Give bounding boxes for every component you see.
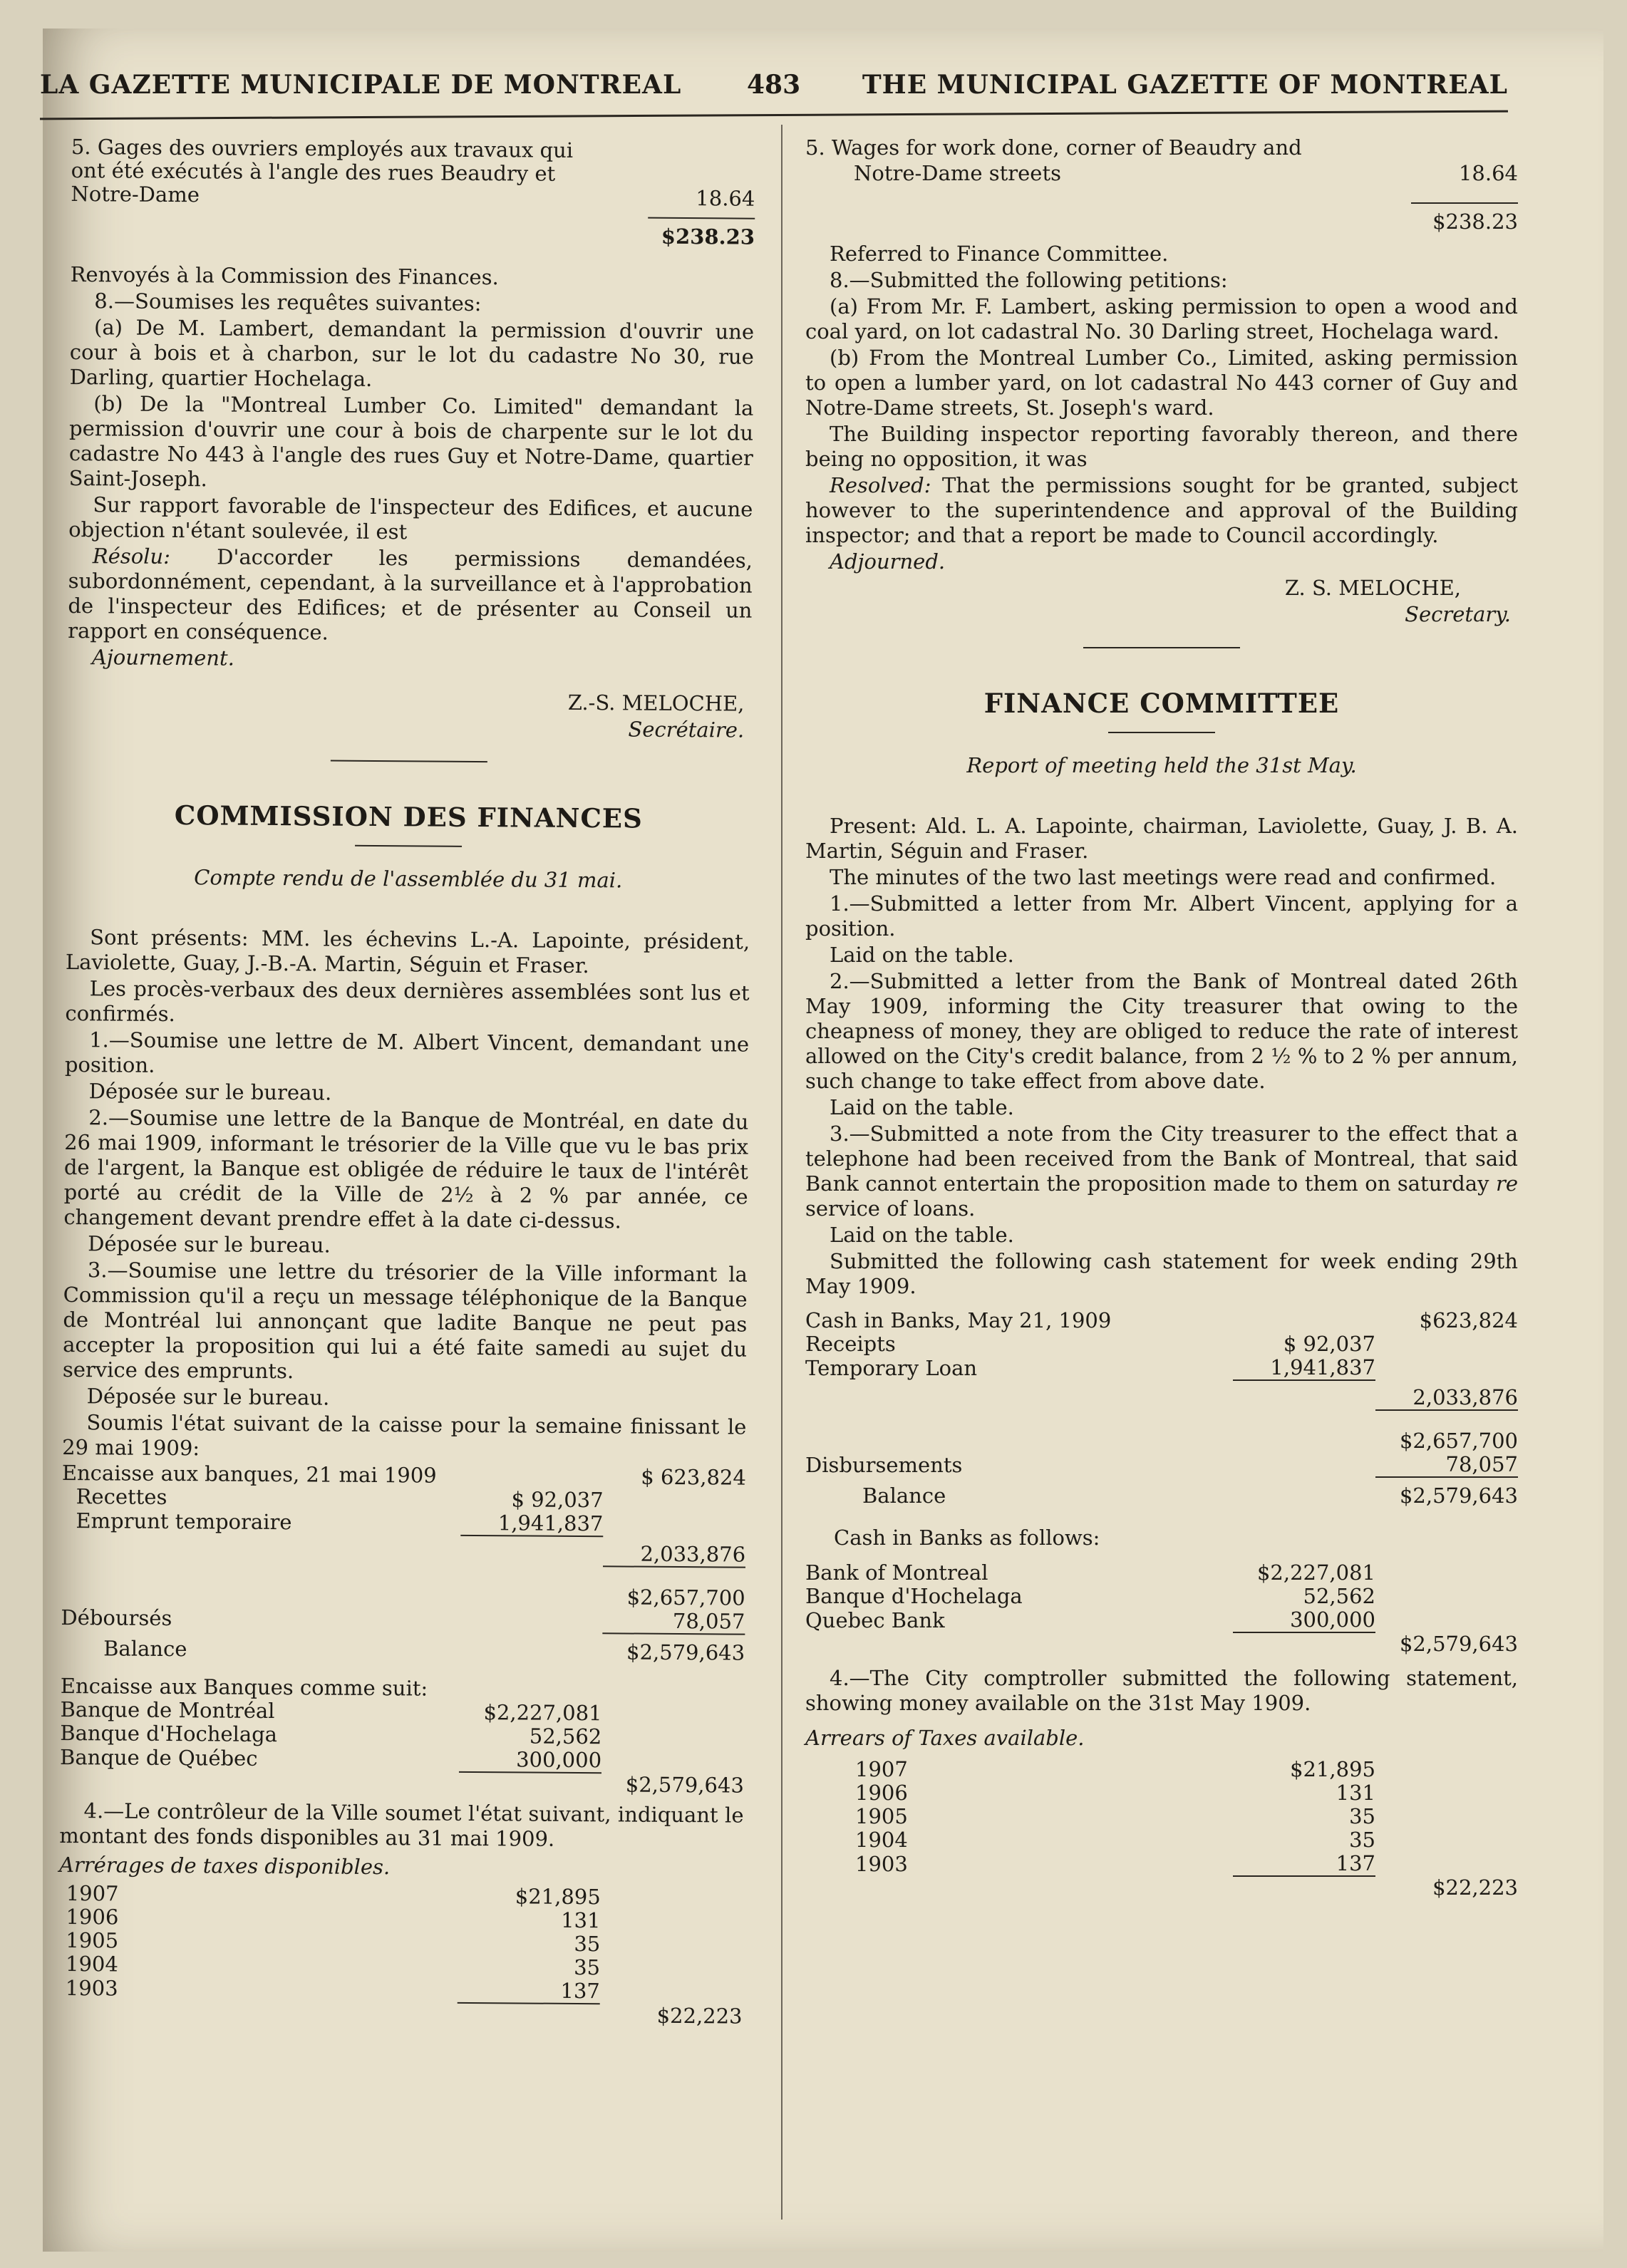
fr-present: Sont présents: MM. les échevins L.-A. Lapointe, président, Laviolette, Guay, J.-B.-A. Martin, Séguin et Fraser. <box>65 925 750 978</box>
fr-loan-amount: 1,941,837 <box>460 1511 603 1536</box>
fr-section-title: COMMISSION DES FINANCES <box>174 799 643 834</box>
en-arrears-row <box>805 1852 1518 1876</box>
fr-bank2-label: Banque d'Hochelaga <box>60 1720 278 1747</box>
en-item1: 1.—Submitted a letter from Mr. Albert Vincent, applying for a position. <box>805 891 1518 941</box>
fr-disb-row <box>61 1605 745 1635</box>
en-section-title: FINANCE COMMITTEE <box>983 688 1340 719</box>
en-receipts-amount: $ 92,037 <box>1283 1332 1375 1356</box>
fr-section-separator <box>331 760 487 763</box>
en-arrears-amount: 131 <box>1336 1781 1375 1805</box>
fr-report: Sur rapport favorable de l'inspecteur des Edifices, et aucune objection n'étant soulevée, il est <box>68 492 753 544</box>
en-arrears-amount: 35 <box>1349 1804 1375 1828</box>
en-loan-row <box>805 1356 1518 1380</box>
en-arrears-row <box>805 1805 1518 1828</box>
fr-balance-amount: $2,579,643 <box>626 1640 745 1665</box>
fr-item5-amount: 18.64 <box>696 186 755 211</box>
column-divider <box>781 125 782 2220</box>
fr-arrears-total: $22,223 <box>656 2003 743 2029</box>
header-french-title: LA GAZETTE MUNICIPALE DE MONTREAL <box>40 70 682 100</box>
en-bank1-label: Bank of Montreal <box>805 1560 988 1585</box>
en-arrears-row <box>805 1781 1518 1805</box>
fr-subtotal-row <box>61 1533 745 1568</box>
en-arrears-year: 1907 <box>855 1757 908 1781</box>
fr-balance-label: Balance <box>103 1636 187 1662</box>
en-subtotal-row <box>805 1380 1518 1410</box>
en-balance-row <box>805 1477 1518 1508</box>
en-arrears-total: $22,223 <box>1432 1875 1518 1900</box>
fr-arrears-title: Arrérages de taxes disponibles. <box>58 1852 391 1880</box>
en-resolution <box>805 473 1518 548</box>
fr-cash-statement <box>60 1461 746 1798</box>
fr-bank3-label: Banque de Québec <box>59 1744 258 1771</box>
fr-banks-total: $2,579,643 <box>625 1772 744 1798</box>
en-banks-total-row <box>805 1632 1518 1656</box>
en-section-separator <box>1083 647 1240 648</box>
en-referred: Referred to Finance Committee. <box>830 242 1169 266</box>
en-balance-amount: $2,579,643 <box>1399 1483 1518 1508</box>
en-item8-b: (b) From the Montreal Lumber Co., Limited, asking permission to open a lumber yard, on lot cadastral No 443 corner of Guy and Notre-Dame streets, St. Joseph's ward. <box>805 346 1518 420</box>
en-title-rule <box>1108 732 1215 733</box>
fr-banks-total-row <box>60 1769 744 1798</box>
en-resolved-label: Resolved: <box>830 473 931 497</box>
fr-item2: 2.—Soumise une lettre de la Banque de Montréal, en date du 26 mai 1909, informant le trésorier de la Ville que vu le bas prix de l'argent, la Banque est obligée de réduire le taux de l'intérêt porté au crédit de la Ville de 2½ à 2 % par année, ce changement devant prendre effet à la date ci-dessus. <box>63 1105 749 1233</box>
en-present: Present: Ald. L. A. Lapointe, chairman, Laviolette, Guay, J. B. A. Martin, Séguin and Fraser. <box>805 814 1518 863</box>
french-column <box>58 135 755 2029</box>
fr-arrears-year: 1906 <box>66 1905 119 1930</box>
en-cash-statement <box>805 1309 1518 1656</box>
fr-statement-intro: Soumis l'état suivant de la caisse pour la semaine finissant le 29 mai 1909: <box>62 1410 747 1461</box>
en-disb-amount: 78,057 <box>1375 1453 1518 1477</box>
fr-section-subtitle: Compte rendu de l'assemblée du 31 mai. <box>194 865 623 893</box>
en-item3-pre: 3.—Submitted a note from the City treasurer to the effect that a telephone had been received from the Bank of Montreal, that said Bank cannot entertain the proposition made to them on saturday <box>805 1122 1518 1196</box>
en-adjourned: Adjourned. <box>830 549 946 574</box>
fr-item1: 1.—Soumise une lettre de M. Albert Vincent, demandant une position. <box>64 1027 750 1077</box>
en-item8-a: (a) From Mr. F. Lambert, asking permission to open a wood and coal yard, on lot cadastral No. 30 Darling street, Hochelaga ward. <box>805 294 1518 343</box>
fr-arrears-amount: 35 <box>574 1931 601 1957</box>
en-sum-row <box>805 1410 1518 1453</box>
en-arrears-table <box>805 1758 1518 1900</box>
fr-disb-amount: 78,057 <box>602 1609 745 1634</box>
fr-deposited3: Déposée sur le bureau. <box>86 1384 330 1410</box>
en-arrears-row <box>805 1828 1518 1852</box>
fr-resolu-label: Résolu: <box>92 544 171 569</box>
fr-item5-text: 5. Gages des ouvriers employés aux travaux qui ont été exécutés à l'angle des rues Beaudry et Notre-Dame <box>71 135 574 207</box>
en-item5-amount: 18.64 <box>1458 161 1518 185</box>
fr-disb-label: Déboursés <box>61 1605 172 1631</box>
en-cash-amount: $623,824 <box>1419 1308 1518 1332</box>
en-total: $238.23 <box>1432 209 1518 234</box>
en-banks-intro-row <box>805 1508 1518 1550</box>
page-number: 483 <box>747 70 801 100</box>
fr-item8-a: (a) De M. Lambert, demandant la permission d'ouvrir une cour à bois et à charbon, sur le lot du cadastre No 30, rue Darling, quartier Hochelaga. <box>69 315 755 391</box>
fr-balance-row <box>61 1630 745 1665</box>
fr-item8-intro: 8.—Soumises les requêtes suivantes: <box>94 289 482 316</box>
en-minutes: The minutes of the two last meetings were read and confirmed. <box>830 865 1497 889</box>
fr-sum-row <box>61 1563 745 1610</box>
en-total-rule <box>1411 202 1518 204</box>
fr-arrears-table <box>58 1882 743 2029</box>
en-arrears-total-row <box>805 1876 1518 1900</box>
en-arrears-year: 1903 <box>855 1852 908 1876</box>
en-laid2: Laid on the table. <box>830 1095 1014 1119</box>
en-receipts-label: Receipts <box>805 1332 896 1356</box>
en-item8-intro: 8.—Submitted the following petitions: <box>830 268 1228 292</box>
en-disb-row <box>805 1453 1518 1477</box>
fr-resolution <box>68 544 753 648</box>
en-cash-label: Cash in Banks, May 21, 1909 <box>805 1308 1112 1332</box>
page-header <box>40 43 1522 107</box>
en-signature-name: Z. S. MELOCHE, <box>1284 576 1461 600</box>
fr-title-rule <box>355 845 462 847</box>
en-bank3-amount: 300,000 <box>1233 1608 1375 1632</box>
fr-bank2-amount: 52,562 <box>529 1724 602 1749</box>
en-bank2-label: Banque d'Hochelaga <box>805 1584 1023 1608</box>
en-item2: 2.—Submitted a letter from the Bank of Montreal dated 26th May 1909, informing the City treasurer that owing to the cheapness of money, they are obliged to reduce the rate of interest allowed on the City's credit balance, from 2 ½ % to 2 % per annum, such change to take effect from above date. <box>805 969 1518 1093</box>
en-arrears-title: Arrears of Taxes available. <box>805 1726 1085 1750</box>
fr-adjourned: Ajournement. <box>91 645 234 670</box>
fr-cash-amount: $ 623,824 <box>641 1464 746 1490</box>
fr-cash-label: Encaisse aux banques, 21 mai 1909 <box>61 1460 437 1488</box>
en-arrears-row <box>805 1758 1518 1781</box>
fr-loan-row <box>61 1508 745 1538</box>
en-arrears-year: 1905 <box>855 1804 908 1828</box>
en-item3 <box>805 1122 1518 1221</box>
fr-arrears-total-row <box>58 2000 742 2029</box>
en-disb-label: Disbursements <box>805 1453 963 1477</box>
en-arrears-year: 1904 <box>855 1828 908 1852</box>
fr-arrears-amount: 131 <box>561 1907 601 1933</box>
fr-arrears-year: 1904 <box>65 1952 119 1977</box>
en-bank3-row <box>805 1608 1518 1632</box>
fr-arrears-amount: 137 <box>458 1979 600 2004</box>
en-banks-total: $2,579,643 <box>1399 1632 1518 1656</box>
en-bank2-amount: 52,562 <box>1303 1584 1375 1608</box>
fr-bank3-amount: 300,000 <box>459 1748 601 1773</box>
en-sum: $2,657,700 <box>1399 1429 1518 1453</box>
en-section-subtitle: Report of meeting held the 31st May. <box>966 753 1357 777</box>
en-banks-intro: Cash in Banks as follows: <box>834 1526 1100 1550</box>
en-receipts-row <box>805 1332 1518 1356</box>
fr-item5 <box>71 135 755 211</box>
en-item5-line2: Notre-Dame streets <box>854 161 1061 185</box>
fr-sum: $2,657,700 <box>626 1585 745 1610</box>
fr-arrears-amount: $21,895 <box>515 1884 601 1910</box>
en-item5-line1: 5. Wages for work done, corner of Beaudry and <box>805 135 1302 160</box>
fr-loan-label: Emprunt temporaire <box>76 1508 292 1535</box>
fr-deposited1: Déposée sur le bureau. <box>88 1079 332 1105</box>
en-bank2-row <box>805 1585 1518 1608</box>
en-statement-intro: Submitted the following cash statement for week ending 29th May 1909. <box>805 1249 1518 1298</box>
fr-subtotal: 2,033,876 <box>603 1536 745 1567</box>
en-item3-post: service of loans. <box>805 1196 976 1221</box>
en-report: The Building inspector reporting favorably thereon, and there being no opposition, it was <box>805 422 1518 471</box>
fr-signature-title: Secrétaire. <box>628 717 745 742</box>
fr-referred: Renvoyés à la Commission des Finances. <box>70 262 499 290</box>
en-laid1: Laid on the table. <box>830 943 1014 967</box>
fr-arrears-amount: 35 <box>574 1954 601 1980</box>
en-arrears-amount: 35 <box>1349 1828 1375 1852</box>
en-cash-row <box>805 1309 1518 1332</box>
en-arrears-year: 1906 <box>855 1781 908 1805</box>
fr-receipts-amount: $ 92,037 <box>511 1487 604 1513</box>
fr-signature-name: Z.-S. MELOCHE, <box>567 690 745 716</box>
en-arrears-amount: 137 <box>1233 1852 1375 1876</box>
fr-banks-intro: Encaisse aux Banques comme suit: <box>60 1673 428 1701</box>
en-bank1-row <box>805 1550 1518 1585</box>
fr-bank1-amount: $2,227,081 <box>483 1700 602 1726</box>
en-item5 <box>805 162 1518 185</box>
en-item4: 4.—The City comptroller submitted the following statement, showing money available on the 31st May 1909. <box>805 1666 1518 1715</box>
en-signature-title: Secretary. <box>1405 602 1511 626</box>
fr-total-rule <box>648 217 755 219</box>
en-loan-amount: 1,941,837 <box>1233 1356 1375 1380</box>
fr-total: $238.23 <box>661 224 755 249</box>
fr-arrears-year: 1907 <box>66 1881 119 1906</box>
fr-deposited2: Déposée sur le bureau. <box>88 1231 331 1258</box>
en-subtotal: 2,033,876 <box>1375 1380 1518 1410</box>
fr-receipts-label: Recettes <box>76 1484 167 1509</box>
en-item3-re: re <box>1495 1171 1518 1196</box>
en-arrears-amount: $21,895 <box>1290 1757 1375 1781</box>
en-balance-label: Balance <box>862 1483 946 1508</box>
en-laid3: Laid on the table. <box>830 1223 1014 1247</box>
en-resolved-text: That the permissions sought for be granted, subject however to the superintendence and approval of the Building inspector; and that a report be made to Council accordingly. <box>805 473 1518 547</box>
fr-bank3-row <box>60 1745 744 1774</box>
en-bank1-amount: $2,227,081 <box>1256 1560 1375 1585</box>
en-loan-label: Temporary Loan <box>805 1356 978 1380</box>
fr-minutes: Les procès-verbaux des deux dernières assemblées sont lus et confirmés. <box>65 976 750 1027</box>
fr-banks-intro-row <box>61 1660 745 1703</box>
fr-resolu-text: D'accorder les permissions demandées, subordonnément, cependant, à la surveillance et à l'approbation de l'inspecteur des Edifices; et de présenter au Conseil un rapport en conséquence. <box>68 544 753 645</box>
english-column <box>805 135 1518 1900</box>
fr-arrears-year: 1903 <box>65 1976 118 2001</box>
fr-bank1-label: Banque de Montréal <box>60 1697 275 1724</box>
fr-item3: 3.—Soumise une lettre du trésorier de la Ville informant la Commission qu'il a reçu un message téléphonique de la Banque de Montréal lui annonçant que ladite Banque ne peut pas accepter la proposition qui lui a été faite samedi au sujet du service des emprunts. <box>62 1258 748 1384</box>
fr-item8-b: (b) De la "Montreal Lumber Co. Limited" demandant la permission d'ouvrir une cour à bois de charpente sur le lot du cadastre No 443 à l'angle des rues Guy et Notre-Dame, quartier Saint-Joseph. <box>68 391 754 492</box>
en-bank3-label: Quebec Bank <box>805 1608 945 1632</box>
header-english-title: THE MUNICIPAL GAZETTE OF MONTREAL <box>862 70 1508 100</box>
fr-arrears-year: 1905 <box>66 1928 119 1953</box>
fr-item4: 4.—Le contrôleur de la Ville soumet l'état suivant, indiquant le montant des fonds disponibles au 31 mai 1909. <box>59 1798 744 1851</box>
